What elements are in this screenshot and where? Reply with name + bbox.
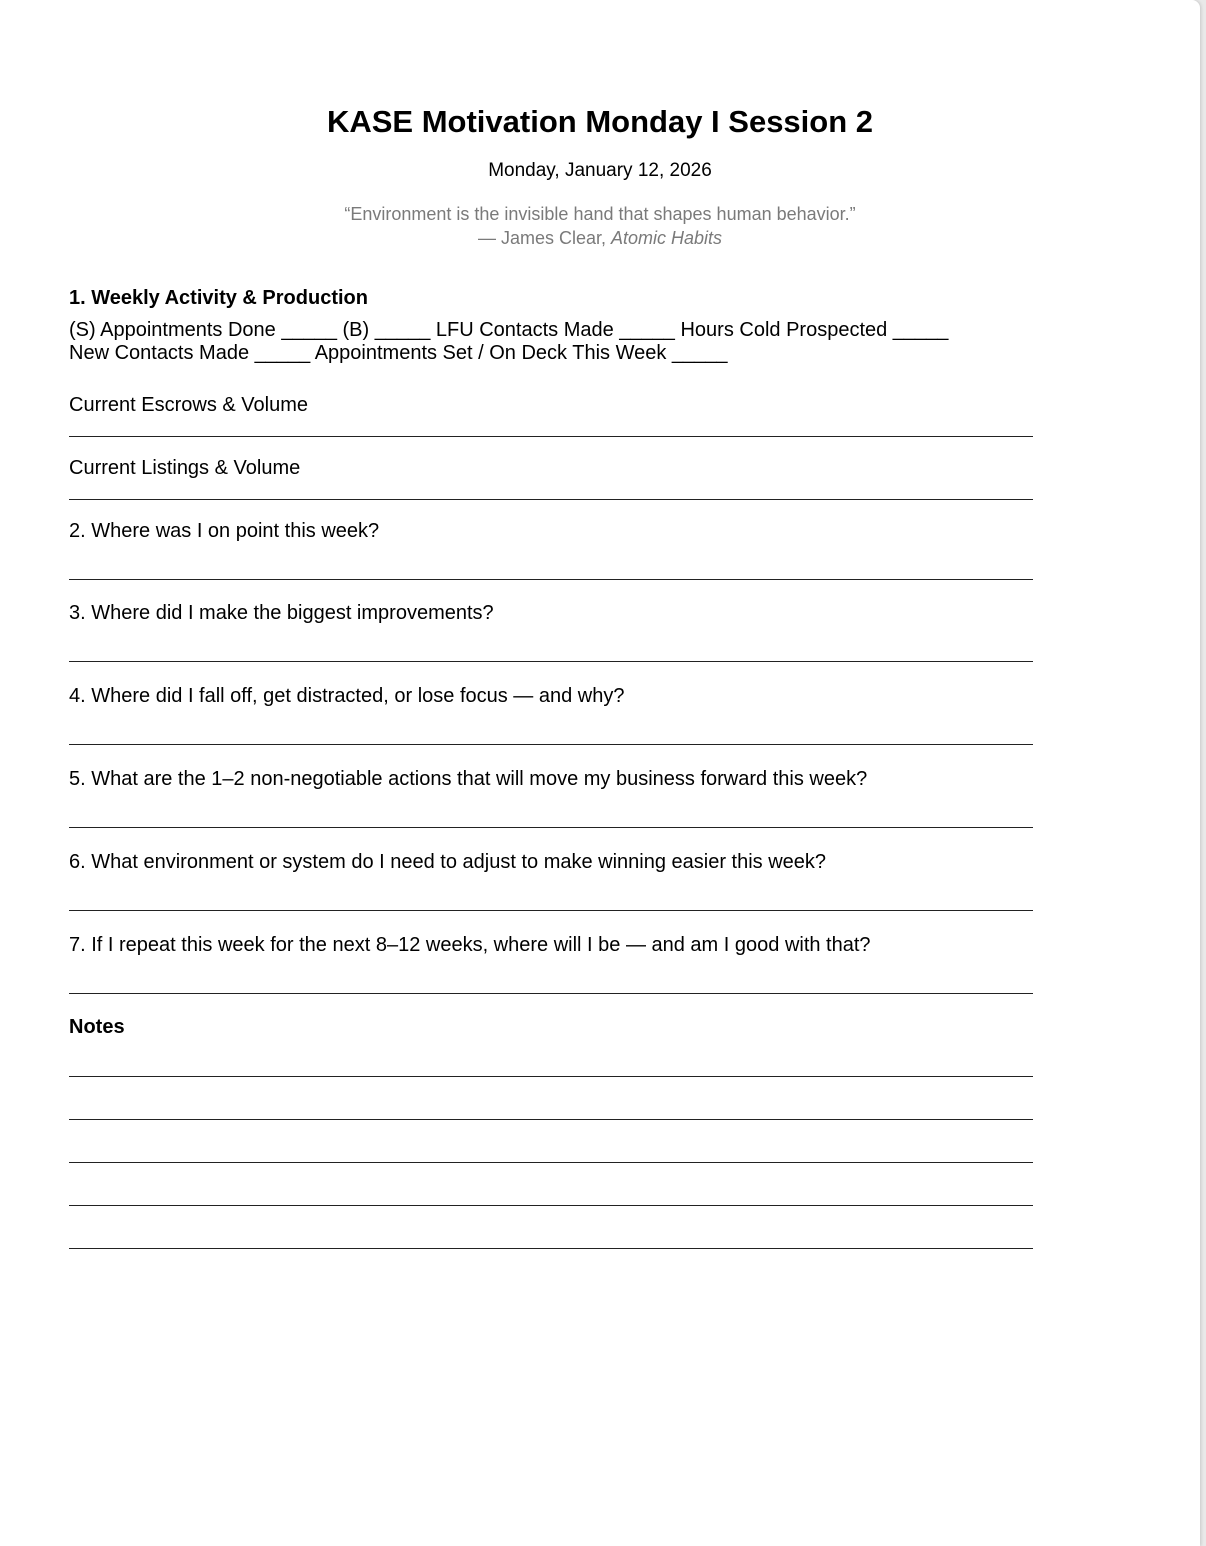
notes-line[interactable] xyxy=(69,1076,1033,1077)
notes-line[interactable] xyxy=(69,1248,1033,1249)
question-5-answer-line[interactable] xyxy=(69,827,1033,828)
question-3: 3. Where did I make the biggest improvements? xyxy=(69,602,494,624)
activity-line-2: New Contacts Made _____ Appointments Set / On Deck This Week _____ xyxy=(69,342,728,364)
question-7-answer-line[interactable] xyxy=(69,993,1033,994)
quote-attribution xyxy=(0,226,1200,250)
question-6: 6. What environment or system do I need to adjust to make winning easier this week? xyxy=(69,851,827,873)
question-4: 4. Where did I fall off, get distracted, or lose focus — and why? xyxy=(69,685,625,707)
notes-line[interactable] xyxy=(69,1119,1033,1120)
quote-text: “Environment is the invisible hand that shapes human behavior.” xyxy=(344,204,856,224)
notes-line[interactable] xyxy=(69,1205,1033,1206)
question-2-answer-line[interactable] xyxy=(69,579,1033,580)
notes-line[interactable] xyxy=(69,1162,1033,1163)
question-6-answer-line[interactable] xyxy=(69,910,1033,911)
quote-book: Atomic Habits xyxy=(611,228,723,248)
quote-author: — James Clear, xyxy=(477,228,611,248)
notes-heading: Notes xyxy=(69,1016,125,1038)
page-title: KASE Motivation Monday I Session 2 xyxy=(326,104,874,139)
section-1-heading: 1. Weekly Activity & Production xyxy=(69,287,368,309)
question-5: 5. What are the 1–2 non-negotiable actions that will move my business forward this week? xyxy=(69,768,868,790)
question-3-answer-line[interactable] xyxy=(69,661,1033,662)
listings-answer-line[interactable] xyxy=(69,499,1033,500)
escrows-label: Current Escrows & Volume xyxy=(69,394,308,416)
listings-label: Current Listings & Volume xyxy=(69,457,301,479)
quote-block xyxy=(0,202,1200,250)
activity-line-1: (S) Appointments Done _____ (B) _____ LFU Contacts Made _____ Hours Cold Prospected _____ xyxy=(69,319,949,341)
question-4-answer-line[interactable] xyxy=(69,744,1033,745)
question-7: 7. If I repeat this week for the next 8–12 weeks, where will I be — and am I good with that? xyxy=(69,934,871,956)
question-2: 2. Where was I on point this week? xyxy=(69,520,380,542)
session-date: Monday, January 12, 2026 xyxy=(488,160,712,181)
escrows-answer-line[interactable] xyxy=(69,436,1033,437)
